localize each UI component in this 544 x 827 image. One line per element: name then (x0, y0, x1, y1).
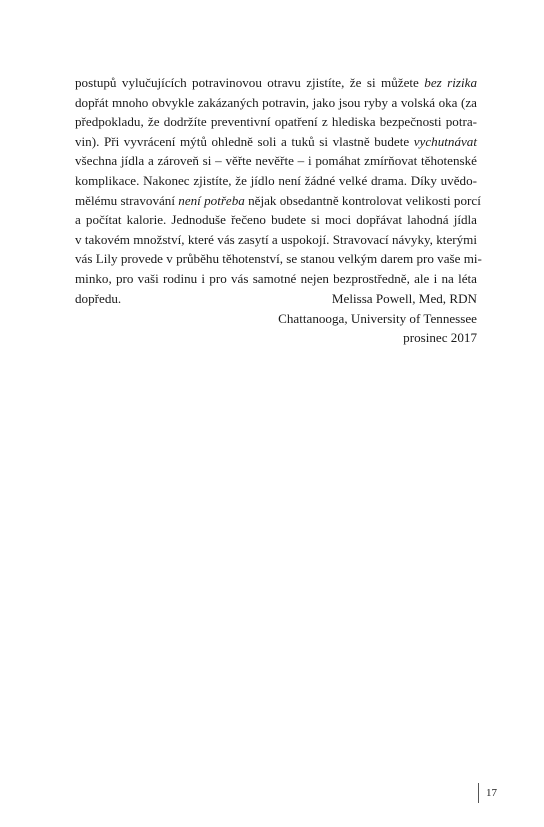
text-run: vás Lily provede v průběhu těhotenství, se stanou velkým darem pro vaše mi- (75, 251, 482, 267)
text-line (75, 151, 477, 171)
emphasized-text: vychutnávat (413, 133, 477, 149)
page-number-divider (478, 783, 479, 803)
text-run: komplikace. Nakonec zjistíte, že jídlo není žádné velké drama. Díky uvědo- (75, 172, 477, 188)
signature-block (75, 289, 477, 348)
body-paragraph (75, 73, 482, 308)
text-run: mělému stravování (75, 192, 179, 208)
text-line (75, 93, 477, 113)
text-line (75, 112, 477, 132)
text-line (75, 191, 481, 211)
text-run: v takovém množství, které vás zasytí a uspokojí. Stravovací návyky, kterými (75, 231, 477, 247)
text-line (75, 230, 477, 250)
page-number: 17 (486, 787, 497, 799)
text-line (75, 132, 477, 152)
text-run: všechna jídla a zároveň si – věřte nevěřte – i pomáhat zmírňovat těhotenské (75, 153, 477, 169)
text-run: dopřát mnoho obvykle zakázaných potravin, jako jsou ryby a volská oka (za (75, 94, 477, 110)
text-line (75, 249, 482, 269)
emphasized-text: bez rizika (424, 75, 477, 90)
emphasized-text: není potřeba (178, 192, 245, 208)
text-line (75, 73, 477, 93)
text-line (75, 269, 477, 289)
text-run: a počítat kalorie. Jednoduše řečeno budete si moci dopřávat lahodná jídla (75, 212, 477, 228)
text-run: předpokladu, že dodržíte preventivní opatření z hlediska bezpečnosti potra- (75, 114, 477, 130)
signature-name: Melissa Powell, Med, RDN (331, 291, 477, 306)
signature-date: prosinec 2017 (403, 330, 477, 346)
text-run: postupů vylučujících potravinovou otravu zjistíte, že si můžete (75, 75, 425, 90)
signature-affiliation: Chattanooga, University of Tennessee (278, 310, 477, 326)
text-line (75, 210, 477, 230)
text-run: nějak obsedantně kontrolovat velikosti porcí (244, 192, 481, 208)
text-run: minko, pro vaši rodinu i pro vás samotné nejen bezprostředně, ale i na léta (75, 270, 477, 286)
text-line (75, 171, 477, 191)
text-run: vin). Při vyvrácení mýtů ohledně soli a tuků si vlastně budete (75, 133, 414, 149)
text-run: dopředu. (75, 290, 122, 306)
